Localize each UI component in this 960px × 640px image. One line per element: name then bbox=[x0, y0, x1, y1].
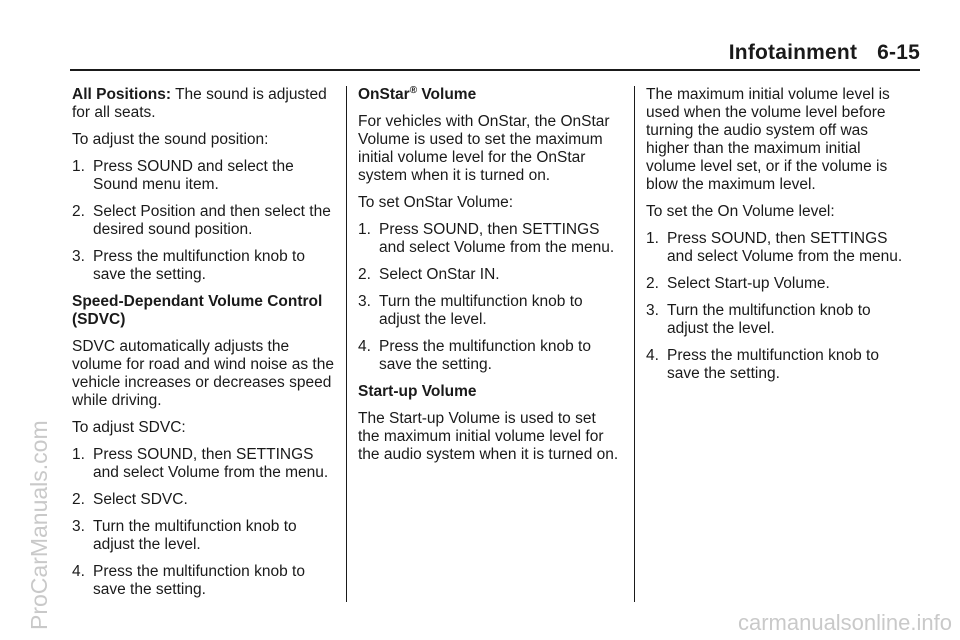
list-item bbox=[358, 293, 620, 329]
step-number: 1. bbox=[72, 446, 85, 463]
section-title: Infotainment bbox=[728, 41, 858, 64]
step-text: Press SOUND, then SETTINGS and select Volume from the menu. bbox=[93, 446, 329, 481]
step-number: 1. bbox=[646, 230, 659, 247]
step-text: Select Start-up Volume. bbox=[667, 275, 830, 292]
step-number: 4. bbox=[358, 338, 371, 355]
list-item bbox=[72, 446, 334, 482]
on-volume-steps bbox=[646, 230, 908, 383]
startup-volume-description: The Start-up Volume is used to set the maximum initial volume level for the audio system when it is turned on. bbox=[358, 410, 619, 463]
step-number: 2. bbox=[646, 275, 659, 292]
step-text: Press SOUND, then SETTINGS and select Volume from the menu. bbox=[667, 230, 903, 265]
list-item bbox=[358, 266, 620, 284]
adjust-position-intro: To adjust the sound position: bbox=[72, 131, 269, 148]
list-item bbox=[72, 248, 334, 284]
all-positions-paragraph bbox=[72, 86, 334, 122]
sdvc-intro: To adjust SDVC: bbox=[72, 419, 186, 436]
list-item bbox=[72, 563, 334, 599]
column-2 bbox=[358, 86, 620, 473]
list-item bbox=[646, 275, 908, 293]
max-volume-description: The maximum initial volume level is used when the volume level before turning the audio system off was higher than the maximum initial volume level set, or if the volume is blow the maximum level. bbox=[646, 86, 890, 193]
step-text: Turn the multifunction knob to adjust the level. bbox=[379, 293, 583, 328]
onstar-volume-heading: OnStar® Volume bbox=[358, 84, 477, 103]
all-positions-label: All Positions: bbox=[72, 86, 172, 103]
header-rule bbox=[70, 69, 920, 71]
sdvc-heading: Speed-Dependant Volume Control (SDVC) bbox=[72, 293, 323, 328]
side-watermark: ProCarManuals.com bbox=[26, 420, 52, 630]
step-number: 3. bbox=[72, 248, 85, 265]
step-text: Press the multifunction knob to save the setting. bbox=[379, 338, 591, 373]
sdvc-steps bbox=[72, 446, 334, 599]
step-text: Turn the multifunction knob to adjust the level. bbox=[667, 302, 871, 337]
step-text: Press the multifunction knob to save the setting. bbox=[93, 563, 305, 598]
step-text: Press SOUND, then SETTINGS and select Volume from the menu. bbox=[379, 221, 615, 256]
list-item bbox=[72, 518, 334, 554]
list-item bbox=[72, 158, 334, 194]
step-text: Select OnStar IN. bbox=[379, 266, 500, 283]
list-item bbox=[646, 302, 908, 338]
all-positions-text: The sound is adjusted for all seats. bbox=[72, 86, 327, 121]
on-volume-intro: To set the On Volume level: bbox=[646, 203, 835, 220]
page-header bbox=[660, 40, 920, 66]
list-item bbox=[72, 203, 334, 239]
step-text: Select SDVC. bbox=[93, 491, 188, 508]
column-divider-1 bbox=[346, 86, 347, 602]
onstar-steps bbox=[358, 221, 620, 374]
registered-mark: ® bbox=[409, 84, 418, 96]
step-text: Turn the multifunction knob to adjust the level. bbox=[93, 518, 297, 553]
sdvc-description: SDVC automatically adjusts the volume for road and wind noise as the vehicle increases or decreases speed while driving. bbox=[72, 338, 334, 409]
column-divider-2 bbox=[634, 86, 635, 602]
page-number: 6-15 bbox=[877, 41, 920, 64]
bottom-watermark: carmanualsonline.info bbox=[737, 610, 952, 635]
list-item bbox=[358, 221, 620, 257]
step-text: Press the multifunction knob to save the setting. bbox=[667, 347, 879, 382]
step-text: Press SOUND and select the Sound menu item. bbox=[93, 158, 294, 193]
step-number: 2. bbox=[72, 203, 85, 220]
step-number: 3. bbox=[646, 302, 659, 319]
step-number: 3. bbox=[72, 518, 85, 535]
step-text: Press the multifunction knob to save the setting. bbox=[93, 248, 305, 283]
step-number: 3. bbox=[358, 293, 371, 310]
list-item bbox=[646, 230, 908, 266]
onstar-volume-description: For vehicles with OnStar, the OnStar Volume is used to set the maximum initial volume level for the OnStar system when it is turned on. bbox=[358, 113, 610, 184]
step-text: Select Position and then select the desired sound position. bbox=[93, 203, 331, 238]
step-number: 1. bbox=[72, 158, 85, 175]
step-number: 4. bbox=[646, 347, 659, 364]
step-number: 2. bbox=[72, 491, 85, 508]
list-item bbox=[646, 347, 908, 383]
adjust-position-steps bbox=[72, 158, 334, 284]
column-3 bbox=[646, 86, 908, 392]
onstar-set-intro: To set OnStar Volume: bbox=[358, 194, 514, 211]
step-number: 2. bbox=[358, 266, 371, 283]
step-number: 4. bbox=[72, 563, 85, 580]
list-item bbox=[358, 338, 620, 374]
step-number: 1. bbox=[358, 221, 371, 238]
startup-volume-heading: Start-up Volume bbox=[358, 383, 477, 400]
list-item bbox=[72, 491, 334, 509]
column-1 bbox=[72, 86, 334, 608]
